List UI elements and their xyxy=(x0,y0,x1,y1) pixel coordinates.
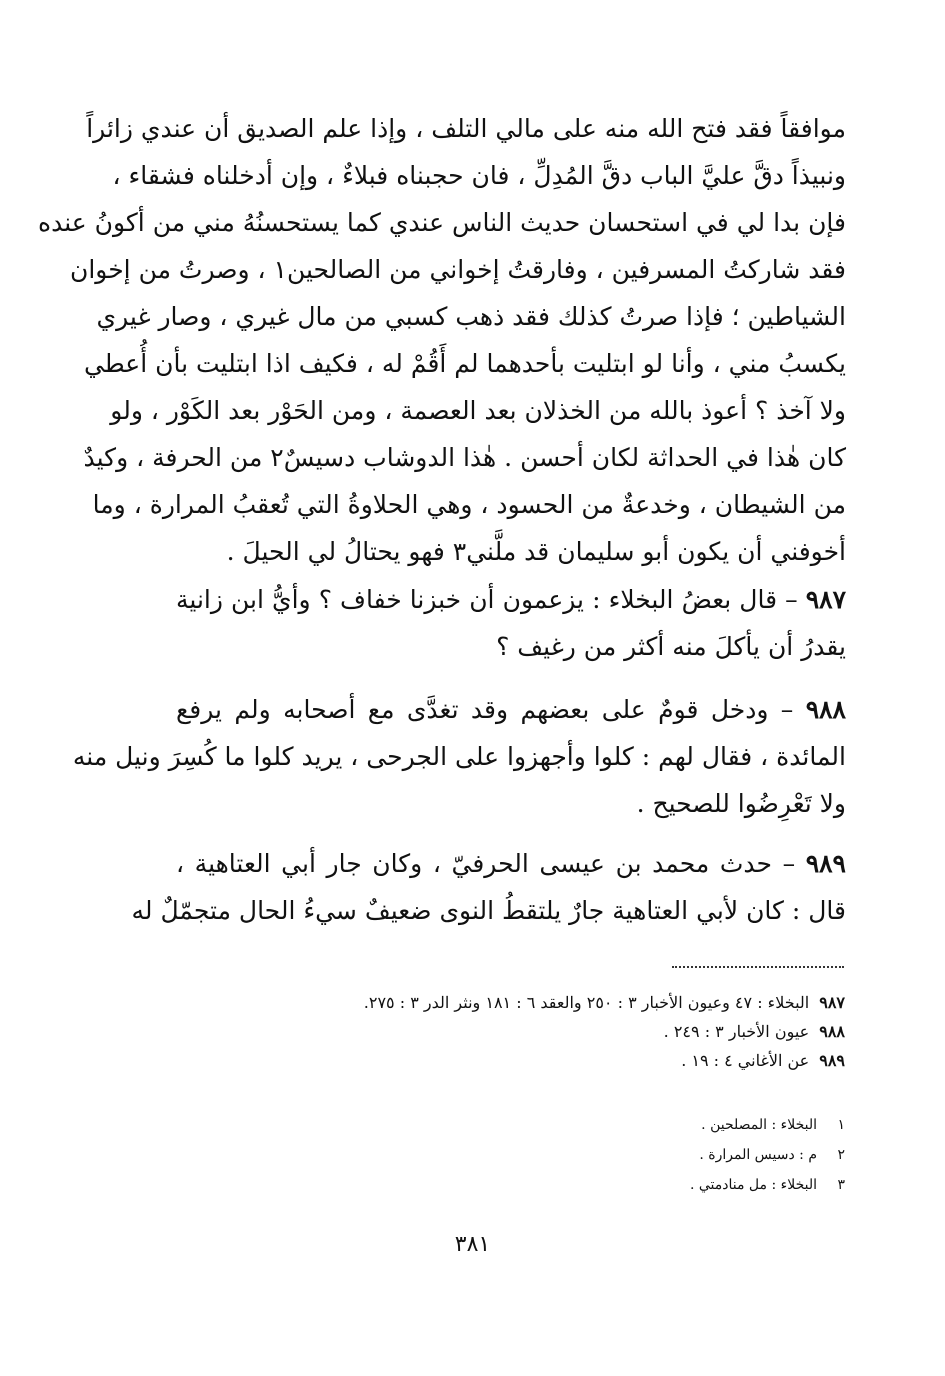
entry-number: ٩٨٨ xyxy=(805,695,846,724)
source-text: البخلاء : ٤٧ وعيون الأخبار ٣ : ٢٥٠ والعقد ٦ : ١٨١ ونثر الدر ٣ : ٢٧٥. xyxy=(363,993,810,1012)
text-line: ولا آخذ ؟ أعوذ بالله من الخذلان بعد العصمة ، ومن الحَوْر بعد الكَوْر ، ولو xyxy=(110,396,846,425)
text-line: ونبيذاً دقَّ عليَّ الباب دقَّ المُدِلِّ ، فان حجبناه فبلاءٌ ، وإن أدخلناه فشقاء ، xyxy=(112,161,846,190)
entry-number: ٩٨٧ xyxy=(805,585,847,614)
footnote-number: ١ xyxy=(837,1117,845,1133)
text-line: من الشيطان ، وخدعةٌ من الحسود ، وهي الحلاوةُ التي تُعقبُ المرارة ، وما xyxy=(92,490,846,519)
footnote-number: ٣ xyxy=(837,1177,845,1193)
entry-988 xyxy=(72,686,846,827)
source-line xyxy=(230,1046,845,1075)
page-number: ٣٨١ xyxy=(454,1232,491,1257)
source-number: ٩٨٩ xyxy=(819,1051,845,1070)
text-line: ولا تَعْرِضُوا للصحيح . xyxy=(636,789,846,818)
text-line: يكسبُ مني ، وأنا لو ابتليت بأحدهما لم أَقُمْ له ، فكيف اذا ابتليت بأن أُعطي xyxy=(83,349,846,378)
text-line: الشياطين ؛ فإذا صرتُ كذلك فقد ذهب كسبي من مال غيري ، وصار غيري xyxy=(96,302,846,331)
footnote-divider xyxy=(672,966,844,968)
text-line: المائدة ، فقال لهم : كلوا وأجهزوا على الجرحى ، يريد كلوا ما كُسِرَ ونيل منه xyxy=(72,742,846,771)
source-line xyxy=(230,1017,845,1046)
footnote-line xyxy=(560,1140,845,1170)
footnote-line xyxy=(560,1170,845,1200)
footnotes xyxy=(560,1110,845,1200)
text-line: فقد شاركتُ المسرفين ، وفارقتُ إخواني من الصالحين١ ، وصرتُ من إخوان xyxy=(70,255,846,284)
text-line: أخوفني أن يكون أبو سليمان قد ملَّني٣ فهو يحتالُ لي الحيلَ . xyxy=(226,537,846,566)
source-line xyxy=(230,988,845,1017)
footnote-line xyxy=(560,1110,845,1140)
footnote-number: ٢ xyxy=(837,1147,845,1163)
source-text: عيون الأخبار ٣ : ٢٤٩ . xyxy=(663,1022,810,1041)
source-number: ٩٨٨ xyxy=(819,1022,845,1041)
entry-987 xyxy=(176,576,846,670)
text-line: يقدرُ أن يأكلَ منه أكثر من رغيف ؟ xyxy=(496,632,846,661)
entry-number: ٩٨٩ xyxy=(805,849,846,878)
paragraph-intro xyxy=(38,105,846,575)
entry-989 xyxy=(131,840,846,934)
text-line: قال : كان لأبي العتاهية جارٌ يلتقطُ النوى ضعيفٌ سيءُ الحال متجمّلٌ له xyxy=(131,896,846,925)
entry-text: – ودخل قومٌ على بعضهم وقد تغدَّى مع أصحابه ولم يرفع xyxy=(176,695,794,724)
text-line xyxy=(176,686,846,733)
footnote-text: البخلاء : المصلحين . xyxy=(701,1117,817,1133)
footnote-text: م : دسيس المرارة . xyxy=(699,1147,817,1163)
footnote-text: البخلاء : مل منادمتي . xyxy=(689,1177,817,1193)
source-text: عن الأغاني ٤ : ١٩ . xyxy=(681,1051,810,1070)
text-line xyxy=(176,576,846,623)
text-line: كان هٰذا في الحداثة لكان أحسن . هٰذا الدوشاب دسيسٌ٢ من الحرفة ، وكيدٌ xyxy=(83,443,846,472)
entry-text: – قال بعضُ البخلاء : يزعمون أن خبزنا خفاف ؟ وأيُّ ابن زانية xyxy=(176,585,798,614)
text-line: فإن بدا لي في استحسان حديث الناس عندي كما يستحسنُهُ مني من أكونُ عنده xyxy=(38,208,846,237)
text-line: موافقاً فقد فتح الله منه على مالي التلف ، وإذا علم الصديق أن عندي زائراً xyxy=(86,114,846,143)
text-line xyxy=(176,840,846,887)
source-references xyxy=(230,988,845,1075)
source-number: ٩٨٧ xyxy=(819,993,845,1012)
entry-text: – حدث محمد بن عيسى الحرفيّ ، وكان جار أبي العتاهية ، xyxy=(176,849,796,878)
